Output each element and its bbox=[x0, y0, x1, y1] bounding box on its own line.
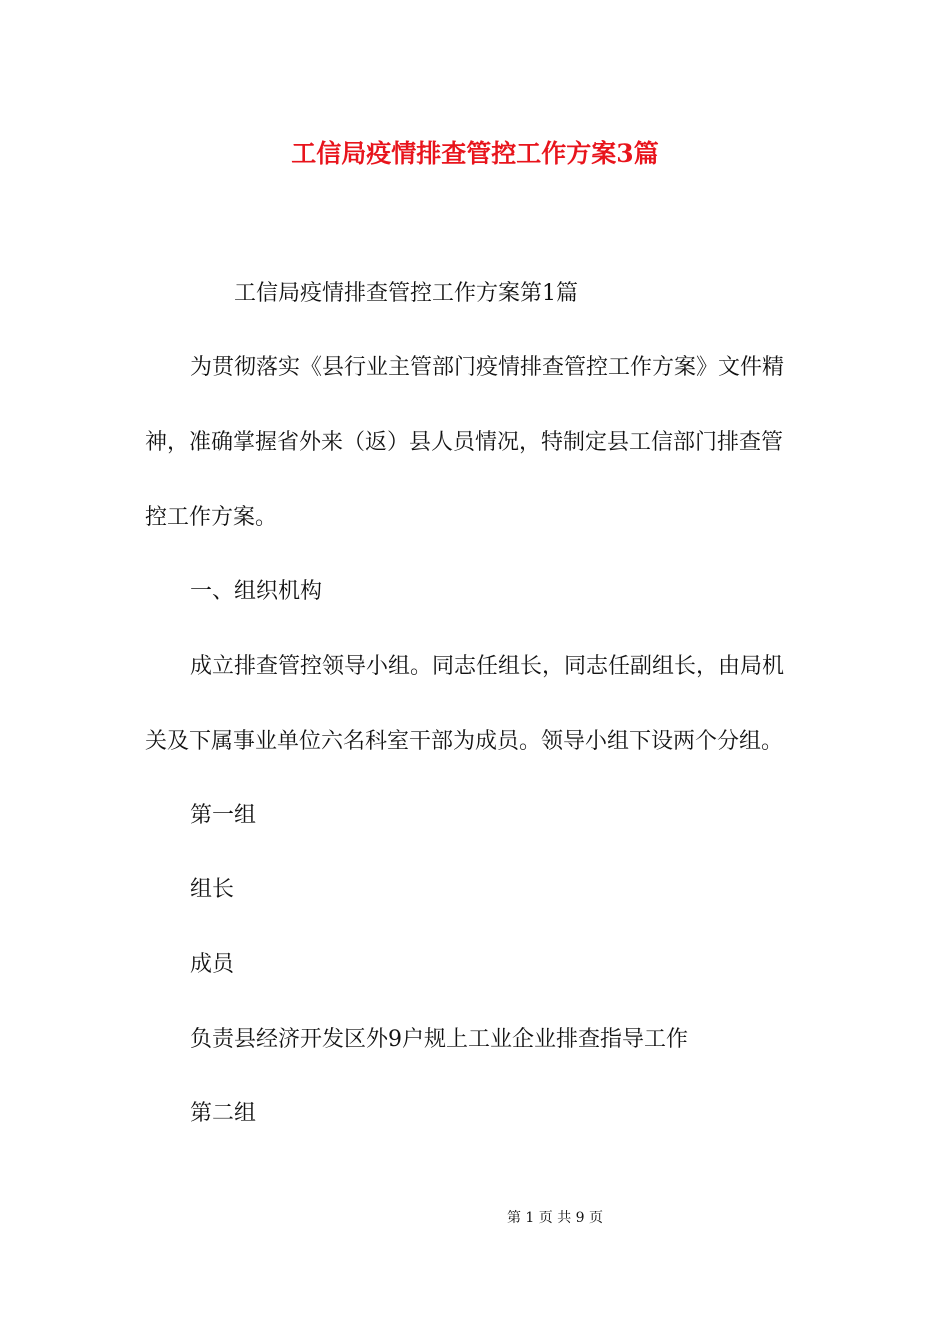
section-subheading: 工信局疫情排查管控工作方案第1篇 bbox=[234, 281, 578, 306]
section-heading: 一、组织机构 bbox=[190, 579, 323, 604]
paragraph-line: 为贯彻落实《县行业主管部门疫情排查管控工作方案》文件精 bbox=[190, 355, 785, 380]
page-number-footer: 第 1 页 共 9 页 bbox=[506, 1210, 604, 1226]
paragraph-line: 控工作方案。 bbox=[145, 505, 278, 530]
paragraph-line: 神，准确掌握省外来（返）县人员情况，特制定县工信部门排查管 bbox=[145, 430, 784, 455]
document-title: 工信局疫情排查管控工作方案3篇 bbox=[291, 139, 659, 168]
group-label: 第二组 bbox=[190, 1101, 257, 1126]
group-label: 第一组 bbox=[190, 803, 257, 828]
paragraph-line: 成立排查管控领导小组。同志任组长，同志任副组长，由局机 bbox=[190, 654, 785, 679]
paragraph-line: 关及下属事业单位六名科室干部为成员。领导小组下设两个分组。 bbox=[145, 729, 784, 754]
role-label: 成员 bbox=[190, 952, 235, 977]
role-label: 组长 bbox=[190, 877, 235, 902]
paragraph-line: 负责县经济开发区外9户规上工业企业排查指导工作 bbox=[190, 1027, 688, 1052]
